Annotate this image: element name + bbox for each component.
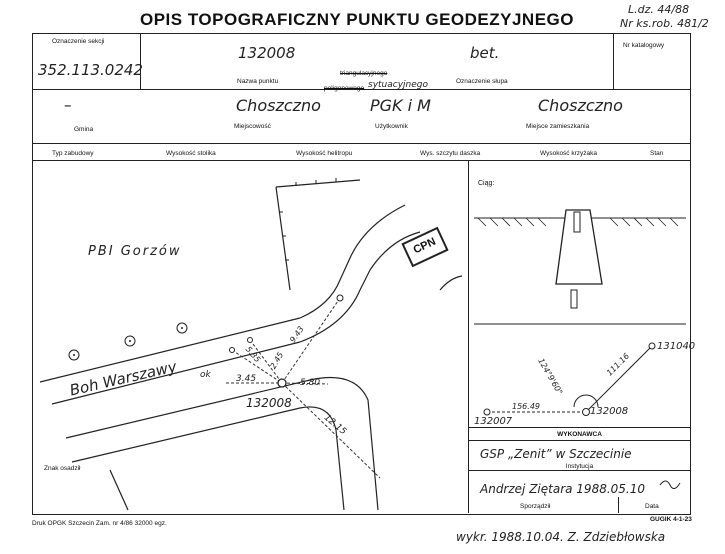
- miejscowosc-value: Choszczno: [236, 96, 321, 115]
- slup-label: Oznaczenie słupa: [456, 78, 508, 85]
- measure-line: [282, 383, 380, 478]
- ciag-point-b: 132007: [474, 416, 513, 427]
- druk-info: Druk OPGK Szczecin Zam. nr 4/86 32000 egz.: [32, 520, 167, 527]
- road-edge: [66, 378, 378, 511]
- zamieszkanie-label: Miejsce zamieszkania: [526, 123, 590, 130]
- gmina-value: –: [64, 96, 72, 114]
- point-label: 132008: [246, 396, 292, 410]
- sekcja-label: Oznaczenie sekcji: [52, 38, 105, 45]
- dist-label: 2.45: [268, 350, 286, 371]
- dist-label: 12.15: [321, 412, 348, 438]
- document-title: OPIS TOPOGRAFICZNY PUNKTU GEODEZYJNEGO: [140, 10, 574, 29]
- curb-line: [440, 276, 462, 290]
- slup-value: bet.: [470, 44, 500, 62]
- nazwa-label: Nazwa punktu: [237, 78, 279, 85]
- stolik-label: Wysokość stolika: [166, 150, 216, 157]
- ref-line-2: Nr ks.rob. 481/2: [620, 17, 709, 30]
- zamieszkanie-value: Choszczno: [538, 96, 623, 115]
- road-edge: [72, 407, 344, 510]
- ref-line-1: L.dz. 44/88: [628, 3, 690, 16]
- area-label: PBI Gorzów: [88, 244, 182, 259]
- sporzadzil-label: Sporządził: [520, 503, 551, 510]
- road-edge: [300, 232, 420, 342]
- uzytkownik-label: Użytkownik: [375, 123, 408, 130]
- property-line: [110, 470, 128, 510]
- street-label: Boh Warszawy: [68, 357, 179, 400]
- ok-label: ok: [200, 370, 211, 380]
- gugik-code: GUGIK 4-1-23: [650, 516, 692, 523]
- katalog-label: Nr katalogowy: [623, 42, 665, 49]
- typ-zabudowy-label: Typ zabudowy: [52, 150, 94, 157]
- sytuac-label: sytuacyjnego: [368, 80, 428, 90]
- osadzil-label: Znak osadził: [44, 465, 81, 472]
- cross-section: [474, 210, 686, 324]
- dist-label: 3.45: [236, 374, 257, 384]
- wykonawca-name: GSP „Zenit” w Szczecinie: [480, 447, 632, 461]
- wykonawca-person: Andrzej Ziętara 1988.05.10: [480, 482, 645, 496]
- ciag-label: Ciąg:: [478, 180, 495, 187]
- cpn-label: CPN: [411, 235, 438, 257]
- dist-label: 5.35: [243, 344, 263, 365]
- daszek-label: Wys. szczytu daszka: [420, 150, 481, 157]
- property-line: [276, 180, 360, 187]
- point-number: 132008: [238, 44, 296, 62]
- krzyzak-label: Wysokość krzyżaka: [540, 150, 598, 157]
- stan-label: Stan: [650, 150, 664, 157]
- road-edge: [300, 205, 405, 318]
- uzytkownik-value: PGK i M: [370, 96, 431, 115]
- ciag-point-a: 131040: [657, 341, 696, 352]
- point-marker: [278, 379, 286, 387]
- triang-label: triangulacyjnego: [340, 70, 388, 77]
- instytucja-label: Instytucja: [565, 463, 594, 470]
- ciag-dist-right: 111.16: [604, 351, 632, 378]
- property-line: [276, 187, 290, 290]
- polig-label: poligonowego: [324, 85, 365, 92]
- wykreslil-info: wykr. 1988.10.04. Z. Zdziebłowska: [456, 530, 666, 544]
- helitrop-label: Wysokość helitropu: [296, 150, 353, 157]
- data-label: Data: [645, 503, 659, 510]
- dist-label: 5.80: [300, 378, 321, 388]
- wykonawca-label: WYKONAWCA: [557, 431, 602, 438]
- ciag-dist-ab: 156.49: [512, 402, 540, 411]
- ciag-angle: 124°9'60": [536, 356, 565, 397]
- ciag-point-c: 132008: [590, 406, 629, 417]
- gmina-label: Gmina: [74, 126, 94, 133]
- miejscowosc-label: Miejscowość: [234, 123, 271, 130]
- sekcja-value: 352.113.0242: [38, 61, 143, 79]
- dist-label: 9.43: [288, 324, 306, 345]
